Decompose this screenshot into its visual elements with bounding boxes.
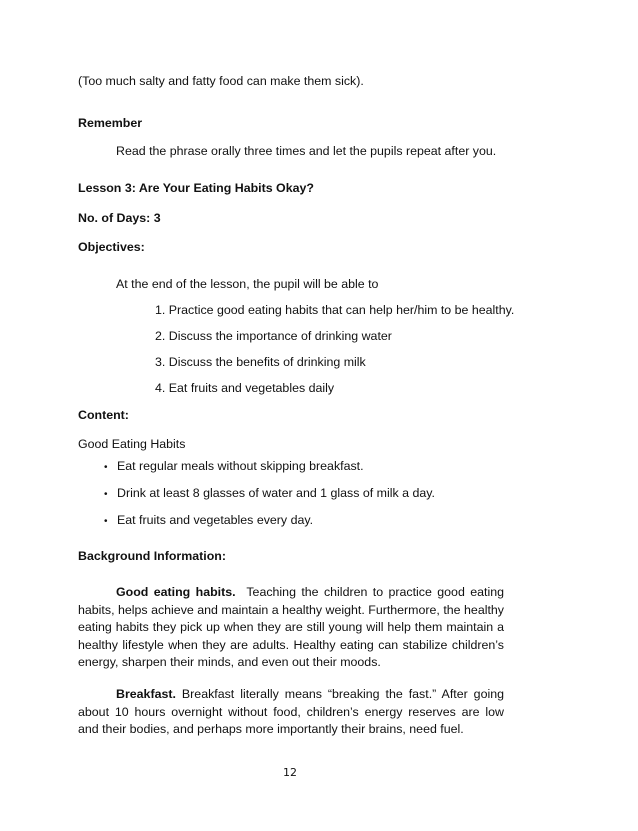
- objective-item: 1. Practice good eating habits that can help her/him to be healthy.: [155, 303, 515, 317]
- content-bullet-item: [104, 458, 364, 476]
- paragraph-body: Teaching the children to practice good eating habits, helps achieve and maintain a healthy weight. Furthermore, the healthy eating habits they pick up when they are still young will help them maintain a healthy lifestyle when they are adults. Healthy eating can stabilize children’s energy, sharpen their minds, and even out their moods.: [78, 585, 504, 670]
- paragraph-lead: Breakfast.: [116, 687, 176, 701]
- content-bullet-item: [104, 485, 435, 503]
- objective-item: 4. Eat fruits and vegetables daily: [155, 381, 335, 395]
- bullet-text: Eat fruits and vegetables every day.: [117, 513, 314, 527]
- objectives-intro: At the end of the lesson, the pupil will be able to: [116, 277, 379, 291]
- bullet-text: Drink at least 8 glasses of water and 1 glass of milk a day.: [117, 486, 435, 500]
- remember-text: Read the phrase orally three times and let the pupils repeat after you.: [116, 144, 497, 158]
- intro-note: (Too much salty and fatty food can make them sick).: [78, 74, 364, 88]
- background-heading: Background Information:: [78, 549, 226, 563]
- page-number: 12: [283, 766, 297, 779]
- objectives-heading: Objectives:: [78, 240, 145, 254]
- bullet-icon: •: [104, 516, 108, 527]
- remember-heading: Remember: [78, 116, 143, 130]
- content-bullet-item: [104, 512, 313, 530]
- objective-item: 2. Discuss the importance of drinking water: [155, 329, 392, 343]
- bullet-text: Eat regular meals without skipping breakfast.: [117, 459, 364, 473]
- bullet-icon: •: [104, 489, 108, 500]
- good-eating-habits-paragraph: [78, 584, 504, 672]
- content-heading: Content:: [78, 408, 129, 422]
- breakfast-paragraph: [78, 686, 504, 739]
- days-count: No. of Days: 3: [78, 211, 161, 225]
- paragraph-body: Breakfast literally means “breaking the fast.” After going about 10 hours overnight without food, children’s energy reserves are low and their bodies, and perhaps more importantly their brains, need fuel.: [78, 687, 505, 737]
- lesson-title: Lesson 3: Are Your Eating Habits Okay?: [78, 181, 314, 195]
- bullet-icon: •: [104, 462, 108, 473]
- objective-item: 3. Discuss the benefits of drinking milk: [155, 355, 366, 369]
- paragraph-lead: Good eating habits.: [116, 585, 236, 599]
- content-subheading: Good Eating Habits: [78, 437, 186, 451]
